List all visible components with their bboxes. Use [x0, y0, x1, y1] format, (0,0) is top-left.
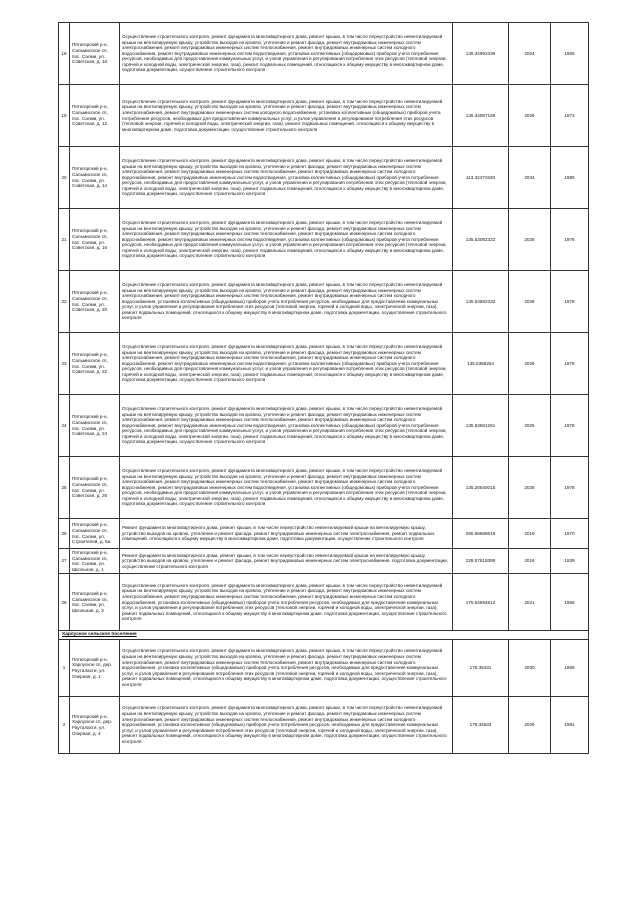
row-address: Пятигорский р-н, Сальмисское сп, пос. Салми, ул. Советская, д. 26 — [70, 457, 120, 519]
row-cost: 135.53581261 — [453, 395, 509, 457]
row-build-year: 1973 — [551, 85, 589, 147]
row-number: 2 — [59, 696, 70, 753]
row-build-year: 1965 — [551, 639, 589, 696]
row-build-year: 1981 — [551, 696, 589, 753]
row-cost: 135.5358254 — [453, 333, 509, 395]
table-row — [59, 696, 589, 753]
row-repair-year: 2021 — [509, 574, 551, 631]
register-page — [58, 22, 588, 754]
row-address: Пятигорский р-н, Сальмисское сп, пос. Салми, ул. Советская, д. 12 — [70, 85, 120, 147]
row-cost: 175.54594812 — [453, 574, 509, 631]
row-number: 27 — [59, 549, 70, 574]
row-works-description: Осуществление строительного контроля, ремонт фундамента многоквартирного дома, ремонт крыши, в том числе переустройство невентилируемой крыши на вентилируемую крышу, устройство выходов на кровлю, утепление и ремонт фасада, ремонт внутридомовых инженерных систем электроснабжения, ремонт внутридомовых инженерных систем теплоснабжения, ремонт внутридомовых инженерных систем холодного водоснабжения, установка коллективных (общедомовых) приборов учета потребления ресурсов, необходимых для предоставления коммунальных услуг, и узлов управления и регулирования потребления этих ресурсов (тепловой энергии, горячей и холодной воды, электрической энергии, газа), ремонт подвальных помещений, относящихся к общему имуществу в многоквартирном доме, подготовка документации, осуществление строительного контроля — [120, 639, 453, 696]
row-repair-year: 2028 — [509, 209, 551, 271]
row-cost: 228.57619399 — [453, 549, 509, 574]
row-repair-year: 2028 — [509, 271, 551, 333]
row-build-year: 1965 — [551, 574, 589, 631]
row-repair-year: 2028 — [509, 457, 551, 519]
row-number: 28 — [59, 574, 70, 631]
section-row — [59, 631, 589, 640]
row-build-year: 1978 — [551, 333, 589, 395]
row-build-year: 1978 — [551, 457, 589, 519]
table-row — [59, 639, 589, 696]
row-cost: 175.34633 — [453, 696, 509, 753]
row-cost: 135.53082322 — [453, 209, 509, 271]
row-cost: 113.32471530 — [453, 147, 509, 209]
row-repair-year: 2025 — [509, 395, 551, 457]
table-row — [59, 549, 589, 574]
row-address: Пятигорский р-н, Харлуское сп, дер. Рауталахти, ул. Озерная, д. 4 — [70, 696, 120, 753]
table-row — [59, 147, 589, 209]
row-build-year: 1970 — [551, 519, 589, 549]
table-row — [59, 209, 589, 271]
row-number: 18 — [59, 23, 70, 85]
table-row — [59, 574, 589, 631]
row-works-description: Осуществление строительного контроля, ремонт фундамента многоквартирного дома, ремонт крыши, в том числе переустройство невентилируемой крыши на вентилируемую крышу, устройство выходов на кровлю, утепление и ремонт фасада, ремонт внутридомовых инженерных систем электроснабжения, ремонт внутридомовых инженерных систем теплоснабжения, ремонт внутридомовых инженерных систем холодного водоснабжения, ремонт внутридомовых инженерных систем водоотведения, установка коллективных (общедомовых) приборов учета потребления ресурсов, необходимых для предоставления коммунальных услуг, и узлов управления и регулирования потребления этих ресурсов (тепловой энергии, горячей и холодной воды, электрической энергии, газа), ремонт подвальных помещений, относящихся к общему имуществу в многоквартирном доме, подготовка документации, осуществление строительного контроля — [120, 23, 453, 85]
row-works-description: Осуществление строительного контроля, ремонт фундамента многоквартирного дома, ремонт крыши, в том числе переустройство невентилируемой крыши на вентилируемую крышу, устройство выходов на кровлю, утепление и ремонт фасада, ремонт внутридомовых инженерных систем электроснабжения, ремонт внутридомовых инженерных систем теплоснабжения, ремонт внутридомовых инженерных систем холодного водоснабжения, ремонт внутридомовых инженерных систем водоотведения, установка коллективных (общедомовых) приборов учета потребления ресурсов, необходимых для предоставления коммунальных услуг, и узлов управления и регулирования потребления этих ресурсов (тепловой энергии, горячей и холодной воды, электрической энергии, газа), ремонт подвальных помещений, относящихся к общему имуществу в многоквартирном доме, подготовка документации, осуществление строительного контроля — [120, 209, 453, 271]
row-repair-year: 2030 — [509, 639, 551, 696]
row-number: 22 — [59, 271, 70, 333]
row-address: Пятигорский р-н, Сальмисское сп, пос. Салми, ул. Советская, д. 24 — [70, 395, 120, 457]
section-header-group — [59, 631, 589, 640]
row-build-year: 1939 — [551, 549, 589, 574]
section-title: Харлуское сельское поселение — [59, 631, 589, 640]
row-works-description: Осуществление строительного контроля, ремонт фундамента многоквартирного дома, ремонт крыши, в том числе переустройство невентилируемой крыши на вентилируемую крышу, устройство выходов на кровлю, утепление и ремонт фасада, ремонт внутридомовых инженерных систем электроснабжения, ремонт внутридомовых инженерных систем теплоснабжения, ремонт внутридомовых инженерных систем холодного водоснабжения, ремонт внутридомовых инженерных систем водоотведения, установка коллективных (общедомовых) приборов учета потребления ресурсов, необходимых для предоставления коммунальных услуг, и узлов управления и регулирования потребления этих ресурсов (тепловой энергии, горячей и холодной воды, электрической энергии, газа), ремонт подвальных помещений, относящихся к общему имуществу в многоквартирном доме, подготовка документации, осуществление строительного контроля — [120, 147, 453, 209]
row-number: 1 — [59, 639, 70, 696]
row-address: Пятигорский р-н, Харлуское сп, дер. Рауталахти, ул. Озерная, д. 1 — [70, 639, 120, 696]
row-repair-year: 2024 — [509, 23, 551, 85]
row-works-description: Осуществление строительного контроля, ремонт фундамента многоквартирного дома, ремонт крыши, в том числе переустройство невентилируемой крыши на вентилируемую крышу, устройство выходов на кровлю, утепление и ремонт фасада, ремонт внутридомовых инженерных систем электроснабжения, ремонт внутридомовых инженерных систем теплоснабжения, ремонт внутридомовых инженерных систем холодного водоснабжения, ремонт внутридомовых инженерных систем водоотведения, установка коллективных (общедомовых) приборов учета потребления ресурсов, необходимых для предоставления коммунальных услуг, и узлов управления и регулирования потребления этих ресурсов (тепловой энергии, горячей и холодной воды, электрической энергии, газа), ремонт подвальных помещений, относящихся к общему имуществу в многоквартирном доме, подготовка документации, осуществление строительного контроля — [120, 395, 453, 457]
table-row — [59, 519, 589, 549]
row-cost: 135.53582332 — [453, 271, 509, 333]
row-repair-year: 2026 — [509, 333, 551, 395]
row-build-year: 1976 — [551, 209, 589, 271]
capital-repair-table — [58, 22, 589, 754]
row-works-description: Осуществление строительного контроля, ремонт фундамента многоквартирного дома, ремонт крыши, в том числе переустройство невентилируемой крыши на вентилируемую крышу, устройство выходов на кровлю, утепление и ремонт фасада, ремонт внутридомовых инженерных систем электроснабжения, ремонт внутридомовых инженерных систем теплоснабжения, ремонт внутридомовых инженерных систем холодного водоснабжения, ремонт внутридомовых инженерных систем водоотведения, установка коллективных (общедомовых) приборов учета потребления ресурсов, необходимых для предоставления коммунальных услуг, и узлов управления и регулирования потребления этих ресурсов (тепловой энергии, горячей и холодной воды, электрической энергии, газа), ремонт подвальных помещений, относящихся к общему имуществу в многоквартирном доме, подготовка документации, осуществление строительного контроля — [120, 333, 453, 395]
row-build-year: 1989 — [551, 147, 589, 209]
row-number: 20 — [59, 147, 70, 209]
row-works-description: Осуществление строительного контроля, ремонт фундамента многоквартирного дома, ремонт крыши, в том числе переустройство невентилируемой крыши на вентилируемую крышу, устройство выходов на кровлю, утепление и ремонт фасада, ремонт внутридомовых инженерных систем электроснабжения, ремонт внутридомовых инженерных систем холодного водоснабжения, установка коллективных (общедомовых) приборов учета потребления ресурсов, необходимых для предоставления коммунальных услуг, и узлов управления и регулирования потребления этих ресурсов (тепловой энергии, горячей и холодной воды, электрической энергии, газа), ремонт подвальных помещений, относящихся к общему имуществу в многоквартирном доме, подготовка документации, осуществление строительного контроля — [120, 85, 453, 147]
row-works-description: Осуществление строительного контроля, ремонт фундамента многоквартирного дома, ремонт крыши, в том числе переустройство невентилируемой крыши на вентилируемую крышу, устройство выходов на кровлю, утепление и ремонт фасада, ремонт внутридомовых инженерных систем электроснабжения, ремонт внутридомовых инженерных систем теплоснабжения, ремонт внутридомовых инженерных систем холодного водоснабжения, установка коллективных (общедомовых) приборов учета потребления ресурсов, необходимых для предоставления коммунальных услуг, и узлов управления и регулирования потребления этих ресурсов (тепловой энергии, горячей и холодной воды, электрической энергии, газа), ремонт подвальных помещений, относящихся к общему имуществу в многоквартирном доме, подготовка документации, осуществление строительного контроля — [120, 271, 453, 333]
row-number: 25 — [59, 457, 70, 519]
row-address: Пятигорский р-н, Сальмисское сп, пос. Салми, ул. Советская, д. 10 — [70, 23, 120, 85]
row-cost: 135.34087158 — [453, 85, 509, 147]
row-number: 26 — [59, 519, 70, 549]
row-works-description: Осуществление строительного контроля, ремонт фундамента многоквартирного дома, ремонт крыши, в том числе переустройство невентилируемой крыши на вентилируемую крышу, устройство выходов на кровлю, утепление и ремонт фасада, ремонт внутридомовых инженерных систем электроснабжения, ремонт внутридомовых инженерных систем теплоснабжения, ремонт внутридомовых инженерных систем холодного водоснабжения, установка коллективных (общедомовых) приборов учета потребления ресурсов, необходимых для предоставления коммунальных услуг, и узлов управления и регулирования потребления этих ресурсов (тепловой энергии, горячей и холодной воды, электрической энергии, газа), ремонт подвальных помещений, относящихся к общему имуществу в многоквартирном доме, подготовка документации, осуществление строительного контроля — [120, 574, 453, 631]
row-repair-year: 2029 — [509, 696, 551, 753]
row-cost: 135.20540015 — [453, 457, 509, 519]
row-repair-year: 2034 — [509, 147, 551, 209]
row-cost: 135.34992339 — [453, 23, 509, 85]
row-number: 23 — [59, 333, 70, 395]
row-address: Пятигорский р-н, Сальмисское сп, пос. Салми, ул. Советская, д. 20 — [70, 271, 120, 333]
row-works-description: Осуществление строительного контроля, ремонт фундамента многоквартирного дома, ремонт крыши, в том числе переустройство невентилируемой крыши на вентилируемую крышу, устройство выходов на кровлю, утепление и ремонт фасада, ремонт внутридомовых инженерных систем электроснабжения, ремонт внутридомовых инженерных систем теплоснабжения, ремонт внутридомовых инженерных систем холодного водоснабжения, ремонт внутридомовых инженерных систем водоотведения, установка коллективных (общедомовых) приборов учета потребления ресурсов, необходимых для предоставления коммунальных услуг, и узлов управления и регулирования потребления этих ресурсов (тепловой энергии, горячей и холодной воды, электрической энергии, газа), ремонт подвальных помещений, относящихся к общему имуществу в многоквартирном доме, подготовка документации, осуществление строительного контроля — [120, 457, 453, 519]
row-address: Пятигорский р-н, Сальмисское сп, пос. Салми, ул. Советская, д. 22 — [70, 333, 120, 395]
table-row — [59, 85, 589, 147]
row-cost: 175.35431 — [453, 639, 509, 696]
row-works-description: Ремонт фундамента многоквартирного дома, ремонт крыши, в том числе переустройство невентилируемой крыши на вентилируемую крышу, устройство выходов на кровлю, утепление и ремонт фасада, ремонт внутридомовых инженерных систем электроснабжения, подготовка документации, осуществление строительного контроля — [120, 549, 453, 574]
row-address: Пятигорский р-н, Сальмисское сп, пос. Салми, ул. Школьная, д. 1 — [70, 549, 120, 574]
table-row — [59, 333, 589, 395]
rows-before-section — [59, 23, 589, 631]
row-number: 21 — [59, 209, 70, 271]
row-address: Пятигорский р-н, Сальмисское сп, пос. Салми, ул. Строителей, д. 5а — [70, 519, 120, 549]
table-row — [59, 395, 589, 457]
table-row — [59, 271, 589, 333]
row-address: Пятигорский р-н, Сальмисское сп, пос. Салми, ул. Школьная, д. 3 — [70, 574, 120, 631]
row-cost: 265.58668619 — [453, 519, 509, 549]
row-build-year: 1978 — [551, 271, 589, 333]
row-address: Пятигорский р-н, Сальмисское сп, пос. Салми, ул. Советская, д. 14 — [70, 147, 120, 209]
row-repair-year: 2026 — [509, 85, 551, 147]
table-row — [59, 457, 589, 519]
row-number: 24 — [59, 395, 70, 457]
row-address: Пятигорский р-н, Сальмисское сп, пос. Салми, ул. Советская, д. 16 — [70, 209, 120, 271]
row-build-year: 1978 — [551, 395, 589, 457]
row-repair-year: 2016 — [509, 549, 551, 574]
row-works-description: Ремонт фундамента многоквартирного дома, ремонт крыши, в том числе переустройство невентилируемой крыши на вентилируемую крышу, устройство выходов на кровлю, утепление и ремонт фасада, ремонт внутридомовых инженерных систем электроснабжения, ремонт подвальных помещений, относящихся к общему имуществу в многоквартирном доме, подготовка документации, осуществление строительного контроля — [120, 519, 453, 549]
row-works-description: Осуществление строительного контроля, ремонт фундамента многоквартирного дома, ремонт крыши, в том числе переустройство невентилируемой крыши на вентилируемую крышу, устройство выходов на кровлю, утепление и ремонт фасада, ремонт внутридомовых инженерных систем электроснабжения, ремонт внутридомовых инженерных систем теплоснабжения, ремонт внутридомовых инженерных систем холодного водоснабжения, установка коллективных (общедомовых) приборов учета потребления ресурсов, необходимых для предоставления коммунальных услуг, и узлов управления и регулирования потребления этих ресурсов (тепловой энергии, горячей и холодной воды, электрической энергии, газа), ремонт подвальных помещений, относящихся к общему имуществу в многоквартирном доме, подготовка документации, осуществление строительного контроля — [120, 696, 453, 753]
row-build-year: 1965 — [551, 23, 589, 85]
row-number: 19 — [59, 85, 70, 147]
table-row — [59, 23, 589, 85]
row-repair-year: 2019 — [509, 519, 551, 549]
rows-after-section — [59, 639, 589, 753]
